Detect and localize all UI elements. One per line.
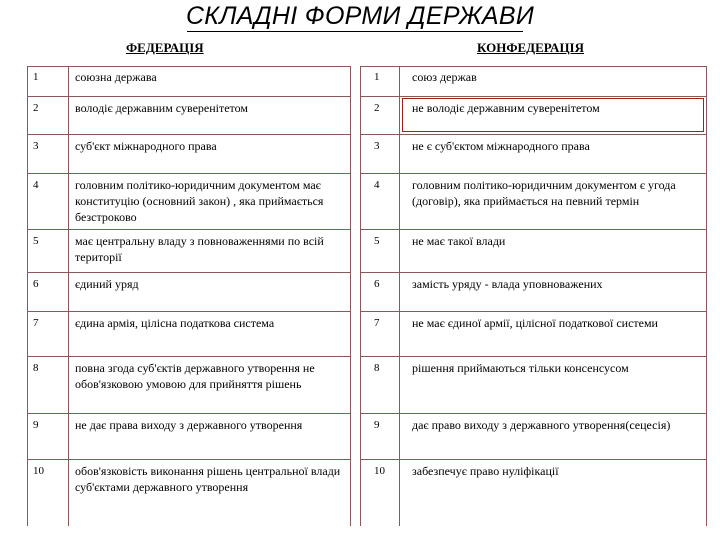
- page-title: СКЛАДНІ ФОРМИ ДЕРЖАВИ: [185, 2, 535, 30]
- table-row: [360, 66, 707, 97]
- row-number: 8: [33, 362, 39, 374]
- row-number: 6: [374, 278, 380, 290]
- row-number: 2: [374, 102, 380, 114]
- row-text: не володіє державним суверенітетом: [412, 101, 600, 115]
- row-text: головним політико-юридичним документом є угода (договір), яка приймається на певний термін: [412, 178, 676, 208]
- table-row: [27, 174, 351, 230]
- table-row: [360, 135, 707, 174]
- table-row: [27, 230, 351, 273]
- table-row: [27, 135, 351, 174]
- row-text: не має такої влади: [412, 234, 506, 248]
- row-text: єдиний уряд: [75, 277, 139, 291]
- row-text: не має єдиної армії, цілісної податкової системи: [412, 316, 658, 330]
- row-number: 3: [33, 140, 39, 152]
- table-row: [27, 312, 351, 357]
- row-text: замість уряду - влада уповноважених: [412, 277, 603, 291]
- table-row: [27, 97, 351, 135]
- table-row: [360, 273, 707, 312]
- table-row: [27, 66, 351, 97]
- row-text: єдина армія, цілісна податкова система: [75, 316, 275, 330]
- row-text: не дає права виходу з державного утворення: [75, 418, 303, 432]
- table-row: [360, 174, 707, 230]
- row-number: 10: [374, 465, 385, 477]
- row-number: 9: [374, 419, 380, 431]
- table-row: [360, 230, 707, 273]
- row-number: 10: [33, 465, 44, 477]
- confederation-table: [360, 66, 707, 526]
- row-number: 6: [33, 278, 39, 290]
- row-number: 4: [33, 179, 39, 191]
- table-row: [360, 357, 707, 414]
- table-row: [27, 357, 351, 414]
- row-number: 3: [374, 140, 380, 152]
- row-number: 7: [374, 317, 380, 329]
- row-text: головним політико-юридичним документом має конституцію (основний закон) , яка приймається безстроково: [75, 178, 324, 224]
- row-number: 1: [33, 71, 39, 83]
- confederation-header: КОНФЕДЕРАЦІЯ: [477, 40, 585, 55]
- row-text: рішення приймаються тільки консенсусом: [412, 361, 629, 375]
- row-text: не є суб'єктом міжнародного права: [412, 139, 590, 153]
- row-number: 4: [374, 179, 380, 191]
- row-number: 8: [374, 362, 380, 374]
- table-row: [360, 414, 707, 460]
- table-row: [360, 460, 707, 526]
- table-row: [27, 414, 351, 460]
- table-row: [27, 460, 351, 526]
- row-text: союзна держава: [75, 70, 157, 84]
- title-underline: [187, 31, 523, 32]
- highlight-box: [402, 98, 704, 132]
- row-text: має центральну владу з повноваженнями по всій території: [75, 234, 324, 264]
- row-text: володіє державним суверенітетом: [75, 101, 249, 115]
- row-number: 7: [33, 317, 39, 329]
- row-number: 2: [33, 102, 39, 114]
- row-text: повна згода суб'єктів державного утворення не обов'язковою умовою для прийняття рішень: [75, 361, 315, 391]
- row-text: союз держав: [412, 70, 477, 84]
- row-number: 5: [33, 235, 39, 247]
- row-text: суб'єкт міжнародного права: [75, 139, 217, 153]
- row-number: 9: [33, 419, 39, 431]
- table-row: [27, 273, 351, 312]
- row-number: 5: [374, 235, 380, 247]
- table-row: [360, 312, 707, 357]
- row-text: обов'язковість виконання рішень центральної влади суб'єктами державного утворення: [75, 464, 341, 494]
- row-text: забезпечує право нуліфікації: [412, 464, 559, 478]
- row-number: 1: [374, 71, 380, 83]
- row-text: дає право виходу з державного утворення(сецесія): [412, 418, 671, 432]
- federation-header: ФЕДЕРАЦІЯ: [126, 40, 204, 55]
- federation-table: [27, 66, 351, 526]
